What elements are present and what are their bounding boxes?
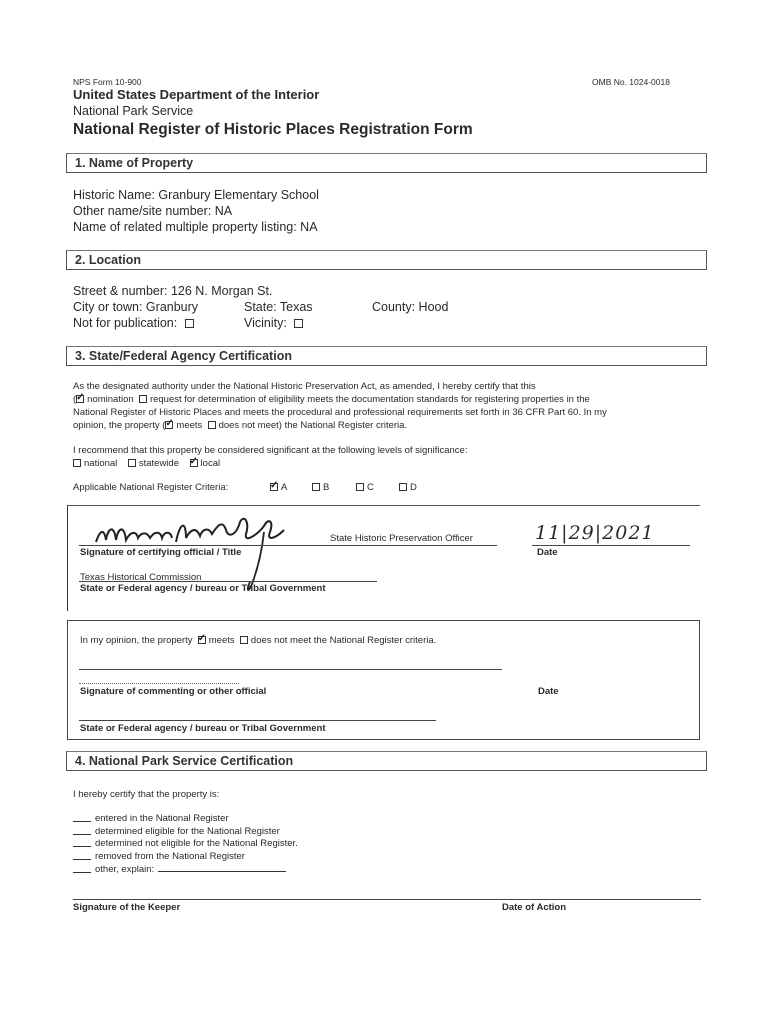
agency-line: [79, 581, 377, 582]
criteria-d: [399, 482, 417, 493]
option-entered-label: entered in the National Register: [95, 813, 229, 824]
significance-levels: [73, 458, 220, 469]
vicinity-label: Vicinity:: [244, 316, 287, 330]
vicinity: [244, 316, 306, 330]
recommend-text: I recommend that this property be considered significant at the following levels of significance:: [73, 445, 468, 456]
option-not-eligible-blank[interactable]: [73, 838, 91, 847]
option-other-blank[interactable]: [73, 864, 91, 873]
statewide-checkbox[interactable]: [128, 459, 136, 467]
date-label: Date: [537, 547, 558, 558]
option-removed-label: removed from the National Register: [95, 850, 245, 862]
section-1-title: 1. Name of Property: [75, 156, 194, 170]
nomination-label: nomination: [87, 394, 134, 405]
signature-label: Signature of certifying official / Title: [80, 547, 242, 558]
historic-name: Historic Name: Granbury Elementary School: [73, 188, 319, 202]
criteria-c: [356, 482, 374, 493]
section-2-title: 2. Location: [75, 253, 141, 267]
comment-line-1: [79, 669, 502, 670]
criteria-c-label: C: [367, 482, 374, 493]
option-not-eligible[interactable]: [73, 838, 298, 851]
form-title: National Register of Historic Places Registration Form: [73, 121, 473, 138]
request-label: request for determination of eligibility meets the documentation standards for registering properties in the: [149, 394, 590, 405]
opinion-does-not-meet-checkbox[interactable]: [240, 636, 248, 644]
national-label: national: [84, 458, 118, 469]
county: County: Hood: [372, 300, 449, 314]
agency-name: National Park Service: [73, 104, 194, 118]
option-entered-blank[interactable]: [73, 813, 91, 822]
opinion-a: In my opinion, the property: [80, 635, 193, 646]
criteria-c-checkbox[interactable]: [356, 483, 364, 491]
local-checkbox[interactable]: [190, 459, 198, 467]
signature-line: [79, 545, 497, 546]
option-entered[interactable]: [73, 813, 298, 826]
comment-agency-line: [79, 720, 436, 721]
opinion-b: does not meet the National Register criteria.: [250, 635, 437, 646]
other-name: Other name/site number: NA: [73, 204, 233, 218]
nomination-checkbox[interactable]: [76, 395, 84, 403]
option-eligible-label: determined eligible for the National Register: [95, 825, 280, 837]
criteria-a: [270, 482, 287, 493]
criteria-d-checkbox[interactable]: [399, 483, 407, 491]
not-for-publication-checkbox[interactable]: [185, 319, 194, 328]
option-other[interactable]: [73, 863, 298, 877]
option-eligible-blank[interactable]: [73, 826, 91, 835]
date-of-action-label: Date of Action: [502, 902, 567, 913]
option-removed-blank[interactable]: [73, 851, 91, 860]
comment-line-2: [79, 683, 239, 684]
section-4-title: 4. National Park Service Certification: [75, 754, 294, 768]
state: State: Texas: [244, 300, 313, 314]
certification-line-1: As the designated authority under the National Historic Preservation Act, as amended, I hereby certify that this: [73, 381, 536, 392]
commenting-agency-label: State or Federal agency / bureau or Tribal Government: [80, 723, 326, 734]
nps-cert-intro: I hereby certify that the property is:: [73, 789, 220, 800]
section-3-title: 3. State/Federal Agency Certification: [75, 349, 292, 363]
section-4-header: [66, 751, 707, 771]
criteria-d-label: D: [410, 482, 417, 493]
criteria-label: Applicable National Register Criteria:: [73, 482, 229, 493]
meets-checkbox[interactable]: [165, 421, 173, 429]
keeper-signature-label: Signature of the Keeper: [73, 902, 181, 913]
commenting-date-label: Date: [538, 686, 559, 697]
department-name: United States Department of the Interior: [73, 87, 320, 102]
date-line: [532, 545, 690, 546]
city-town: City or town: Granbury: [73, 300, 199, 314]
criteria-b: [312, 482, 329, 493]
street-number: Street & number: 126 N. Morgan St.: [73, 284, 273, 298]
opinion-meets-label: meets: [208, 635, 235, 646]
option-removed[interactable]: [73, 851, 298, 864]
does-not-meet-label: does not meet) the National Register criteria.: [218, 420, 408, 431]
form-number: NPS Form 10-900: [73, 77, 142, 87]
request-checkbox[interactable]: [139, 395, 147, 403]
national-checkbox[interactable]: [73, 459, 81, 467]
criteria-b-checkbox[interactable]: [312, 483, 320, 491]
local-label: local: [200, 458, 221, 469]
section-1-header: [66, 153, 707, 173]
certification-line-3: National Register of Historic Places and meets the procedural and professional requirements set forth in 36 CFR Part 60. In my: [73, 407, 607, 418]
handwritten-date: 11|29|2021: [535, 522, 655, 544]
omb-number: OMB No. 1024-0018: [592, 77, 670, 87]
commenting-signature-label: Signature of commenting or other official: [80, 686, 267, 697]
does-not-meet-checkbox[interactable]: [208, 421, 216, 429]
officer-title: State Historic Preservation Officer: [330, 533, 473, 544]
keeper-signature-line: [73, 899, 701, 900]
meets-label: meets: [176, 420, 203, 431]
option-other-label: other, explain:: [95, 864, 155, 876]
criteria-b-label: B: [323, 482, 330, 493]
certification-line-4: [73, 420, 407, 431]
opinion-statement: [80, 635, 436, 646]
opinion-meets-checkbox[interactable]: [198, 636, 206, 644]
opinion-prefix: opinion, the property (: [73, 420, 166, 431]
related-listing: Name of related multiple property listing: NA: [73, 220, 318, 234]
statewide-label: statewide: [138, 458, 179, 469]
criteria-a-checkbox[interactable]: [270, 483, 278, 491]
vicinity-checkbox[interactable]: [294, 319, 303, 328]
option-eligible[interactable]: [73, 826, 298, 839]
section-3-header: [66, 346, 707, 366]
agency-value: Texas Historical Commission: [80, 572, 202, 583]
not-for-publication: [73, 316, 197, 330]
other-explain-field[interactable]: [158, 863, 286, 872]
option-not-eligible-label: determined not eligible for the National Register.: [95, 838, 298, 850]
section-2-header: [66, 250, 707, 270]
criteria-a-label: A: [281, 482, 288, 493]
certification-line-2: (✓ nomination request for determination of eligibility meets the documentation standards for registering properties in the: [73, 394, 590, 405]
not-for-publication-label: Not for publication:: [73, 316, 178, 330]
nps-cert-options: [73, 813, 298, 877]
agency-label: State or Federal agency / bureau or Tribal Government: [80, 583, 326, 594]
